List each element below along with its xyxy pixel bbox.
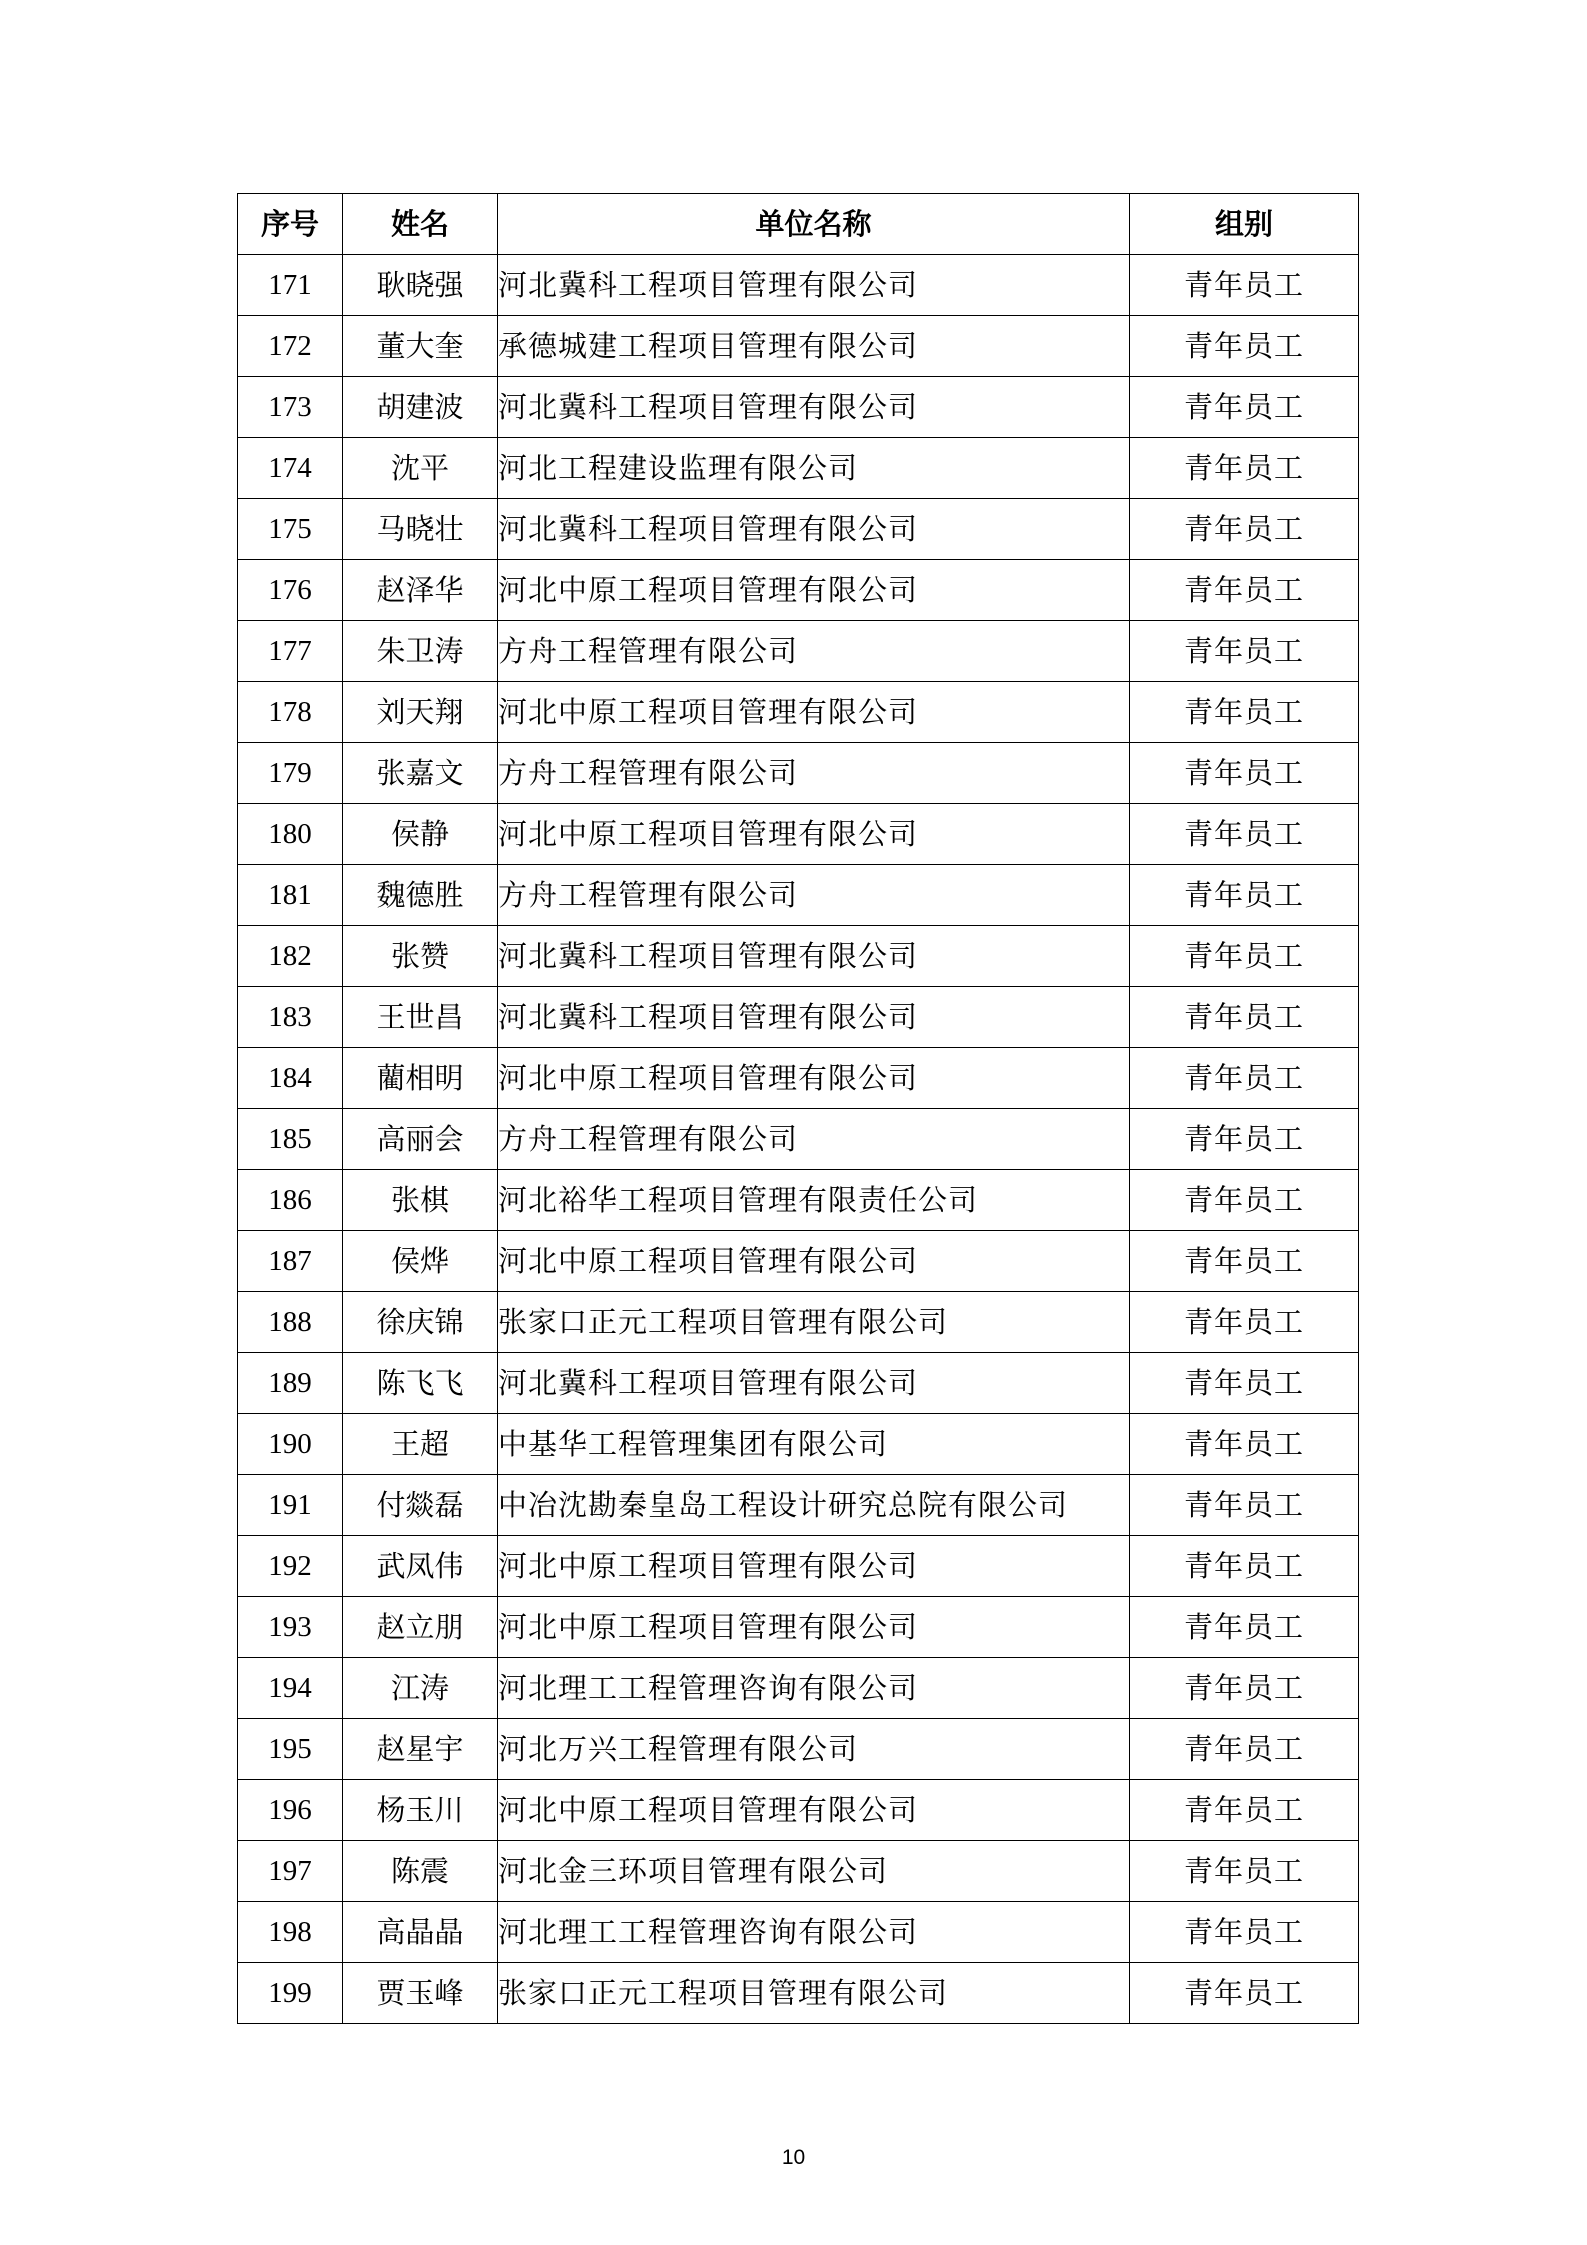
cell-unit: 方舟工程管理有限公司 (498, 1109, 1130, 1170)
table-row (238, 682, 1359, 743)
cell-group: 青年员工 (1130, 682, 1359, 743)
cell-name: 高晶晶 (343, 1902, 498, 1963)
header-seq: 序号 (238, 194, 343, 255)
cell-name: 胡建波 (343, 377, 498, 438)
cell-seq: 198 (238, 1902, 343, 1963)
table-row (238, 377, 1359, 438)
header-unit: 单位名称 (498, 194, 1130, 255)
cell-seq: 199 (238, 1963, 343, 2024)
table-row (238, 1414, 1359, 1475)
cell-name: 沈平 (343, 438, 498, 499)
cell-seq: 179 (238, 743, 343, 804)
table-row (238, 1536, 1359, 1597)
table-row (238, 1353, 1359, 1414)
cell-seq: 197 (238, 1841, 343, 1902)
table-row (238, 1963, 1359, 2024)
cell-seq: 187 (238, 1231, 343, 1292)
cell-group: 青年员工 (1130, 316, 1359, 377)
cell-name: 侯烨 (343, 1231, 498, 1292)
cell-group: 青年员工 (1130, 560, 1359, 621)
table-body (238, 255, 1359, 2024)
table-row (238, 499, 1359, 560)
cell-group: 青年员工 (1130, 1780, 1359, 1841)
cell-name: 王世昌 (343, 987, 498, 1048)
cell-seq: 186 (238, 1170, 343, 1231)
cell-name: 马晓壮 (343, 499, 498, 560)
cell-unit: 中冶沈勘秦皇岛工程设计研究总院有限公司 (498, 1475, 1130, 1536)
cell-name: 张赞 (343, 926, 498, 987)
cell-unit: 承德城建工程项目管理有限公司 (498, 316, 1130, 377)
cell-unit: 河北工程建设监理有限公司 (498, 438, 1130, 499)
cell-unit: 河北中原工程项目管理有限公司 (498, 1597, 1130, 1658)
cell-seq: 180 (238, 804, 343, 865)
table-row (238, 743, 1359, 804)
table-row (238, 1597, 1359, 1658)
cell-group: 青年员工 (1130, 1170, 1359, 1231)
table-row (238, 255, 1359, 316)
cell-group: 青年员工 (1130, 987, 1359, 1048)
table-row (238, 316, 1359, 377)
cell-group: 青年员工 (1130, 1719, 1359, 1780)
cell-unit: 河北理工工程管理咨询有限公司 (498, 1902, 1130, 1963)
cell-seq: 173 (238, 377, 343, 438)
cell-seq: 176 (238, 560, 343, 621)
cell-group: 青年员工 (1130, 1902, 1359, 1963)
cell-name: 高丽会 (343, 1109, 498, 1170)
cell-name: 赵星宇 (343, 1719, 498, 1780)
cell-seq: 183 (238, 987, 343, 1048)
cell-seq: 177 (238, 621, 343, 682)
table-row (238, 1170, 1359, 1231)
cell-group: 青年员工 (1130, 438, 1359, 499)
cell-seq: 181 (238, 865, 343, 926)
cell-unit: 方舟工程管理有限公司 (498, 865, 1130, 926)
cell-name: 赵立朋 (343, 1597, 498, 1658)
cell-name: 耿晓强 (343, 255, 498, 316)
cell-unit: 方舟工程管理有限公司 (498, 743, 1130, 804)
roster-table (237, 193, 1359, 2024)
cell-unit: 河北理工工程管理咨询有限公司 (498, 1658, 1130, 1719)
cell-group: 青年员工 (1130, 1841, 1359, 1902)
table-row (238, 1109, 1359, 1170)
cell-group: 青年员工 (1130, 1353, 1359, 1414)
cell-unit: 张家口正元工程项目管理有限公司 (498, 1963, 1130, 2024)
cell-group: 青年员工 (1130, 1414, 1359, 1475)
cell-group: 青年员工 (1130, 499, 1359, 560)
cell-group: 青年员工 (1130, 1292, 1359, 1353)
cell-unit: 河北中原工程项目管理有限公司 (498, 804, 1130, 865)
cell-group: 青年员工 (1130, 1231, 1359, 1292)
table-row (238, 926, 1359, 987)
cell-unit: 方舟工程管理有限公司 (498, 621, 1130, 682)
cell-name: 陈震 (343, 1841, 498, 1902)
cell-group: 青年员工 (1130, 743, 1359, 804)
cell-unit: 河北冀科工程项目管理有限公司 (498, 926, 1130, 987)
table-header-row (238, 194, 1359, 255)
cell-seq: 194 (238, 1658, 343, 1719)
cell-name: 付燚磊 (343, 1475, 498, 1536)
cell-seq: 175 (238, 499, 343, 560)
cell-unit: 中基华工程管理集团有限公司 (498, 1414, 1130, 1475)
cell-name: 赵泽华 (343, 560, 498, 621)
cell-name: 陈飞飞 (343, 1353, 498, 1414)
table-row (238, 1231, 1359, 1292)
table-row (238, 1658, 1359, 1719)
cell-group: 青年员工 (1130, 1048, 1359, 1109)
cell-name: 藺相明 (343, 1048, 498, 1109)
cell-seq: 178 (238, 682, 343, 743)
cell-name: 刘天翔 (343, 682, 498, 743)
table-row (238, 1719, 1359, 1780)
table-row (238, 560, 1359, 621)
cell-name: 魏德胜 (343, 865, 498, 926)
cell-seq: 191 (238, 1475, 343, 1536)
cell-seq: 185 (238, 1109, 343, 1170)
cell-seq: 174 (238, 438, 343, 499)
cell-name: 张棋 (343, 1170, 498, 1231)
table-row (238, 1292, 1359, 1353)
cell-seq: 190 (238, 1414, 343, 1475)
table-row (238, 804, 1359, 865)
cell-group: 青年员工 (1130, 377, 1359, 438)
cell-unit: 河北裕华工程项目管理有限责任公司 (498, 1170, 1130, 1231)
table-row (238, 1048, 1359, 1109)
table-row (238, 438, 1359, 499)
cell-unit: 张家口正元工程项目管理有限公司 (498, 1292, 1130, 1353)
cell-seq: 192 (238, 1536, 343, 1597)
table-row (238, 1902, 1359, 1963)
cell-group: 青年员工 (1130, 1963, 1359, 2024)
cell-name: 张嘉文 (343, 743, 498, 804)
cell-unit: 河北冀科工程项目管理有限公司 (498, 377, 1130, 438)
cell-group: 青年员工 (1130, 926, 1359, 987)
cell-unit: 河北冀科工程项目管理有限公司 (498, 255, 1130, 316)
cell-name: 侯静 (343, 804, 498, 865)
header-name: 姓名 (343, 194, 498, 255)
table-row (238, 1475, 1359, 1536)
cell-seq: 195 (238, 1719, 343, 1780)
cell-group: 青年员工 (1130, 1536, 1359, 1597)
cell-name: 王超 (343, 1414, 498, 1475)
cell-unit: 河北冀科工程项目管理有限公司 (498, 499, 1130, 560)
cell-unit: 河北中原工程项目管理有限公司 (498, 682, 1130, 743)
cell-group: 青年员工 (1130, 255, 1359, 316)
cell-name: 武凤伟 (343, 1536, 498, 1597)
cell-group: 青年员工 (1130, 865, 1359, 926)
header-group: 组别 (1130, 194, 1359, 255)
cell-unit: 河北中原工程项目管理有限公司 (498, 1231, 1130, 1292)
cell-unit: 河北冀科工程项目管理有限公司 (498, 987, 1130, 1048)
cell-name: 朱卫涛 (343, 621, 498, 682)
page-number: 10 (781, 2146, 806, 2169)
cell-seq: 193 (238, 1597, 343, 1658)
table-row (238, 987, 1359, 1048)
cell-seq: 184 (238, 1048, 343, 1109)
cell-name: 贾玉峰 (343, 1963, 498, 2024)
cell-group: 青年员工 (1130, 1597, 1359, 1658)
cell-name: 董大奎 (343, 316, 498, 377)
table-row (238, 621, 1359, 682)
table-row (238, 865, 1359, 926)
cell-group: 青年员工 (1130, 1475, 1359, 1536)
cell-seq: 188 (238, 1292, 343, 1353)
cell-unit: 河北万兴工程管理有限公司 (498, 1719, 1130, 1780)
cell-name: 杨玉川 (343, 1780, 498, 1841)
cell-unit: 河北中原工程项目管理有限公司 (498, 560, 1130, 621)
cell-unit: 河北金三环项目管理有限公司 (498, 1841, 1130, 1902)
cell-group: 青年员工 (1130, 1109, 1359, 1170)
cell-group: 青年员工 (1130, 1658, 1359, 1719)
cell-unit: 河北冀科工程项目管理有限公司 (498, 1353, 1130, 1414)
cell-seq: 182 (238, 926, 343, 987)
cell-name: 徐庆锦 (343, 1292, 498, 1353)
cell-seq: 172 (238, 316, 343, 377)
cell-unit: 河北中原工程项目管理有限公司 (498, 1780, 1130, 1841)
cell-name: 江涛 (343, 1658, 498, 1719)
cell-unit: 河北中原工程项目管理有限公司 (498, 1536, 1130, 1597)
table-row (238, 1841, 1359, 1902)
cell-seq: 189 (238, 1353, 343, 1414)
table-row (238, 1780, 1359, 1841)
cell-group: 青年员工 (1130, 621, 1359, 682)
cell-group: 青年员工 (1130, 804, 1359, 865)
cell-unit: 河北中原工程项目管理有限公司 (498, 1048, 1130, 1109)
cell-seq: 196 (238, 1780, 343, 1841)
cell-seq: 171 (238, 255, 343, 316)
